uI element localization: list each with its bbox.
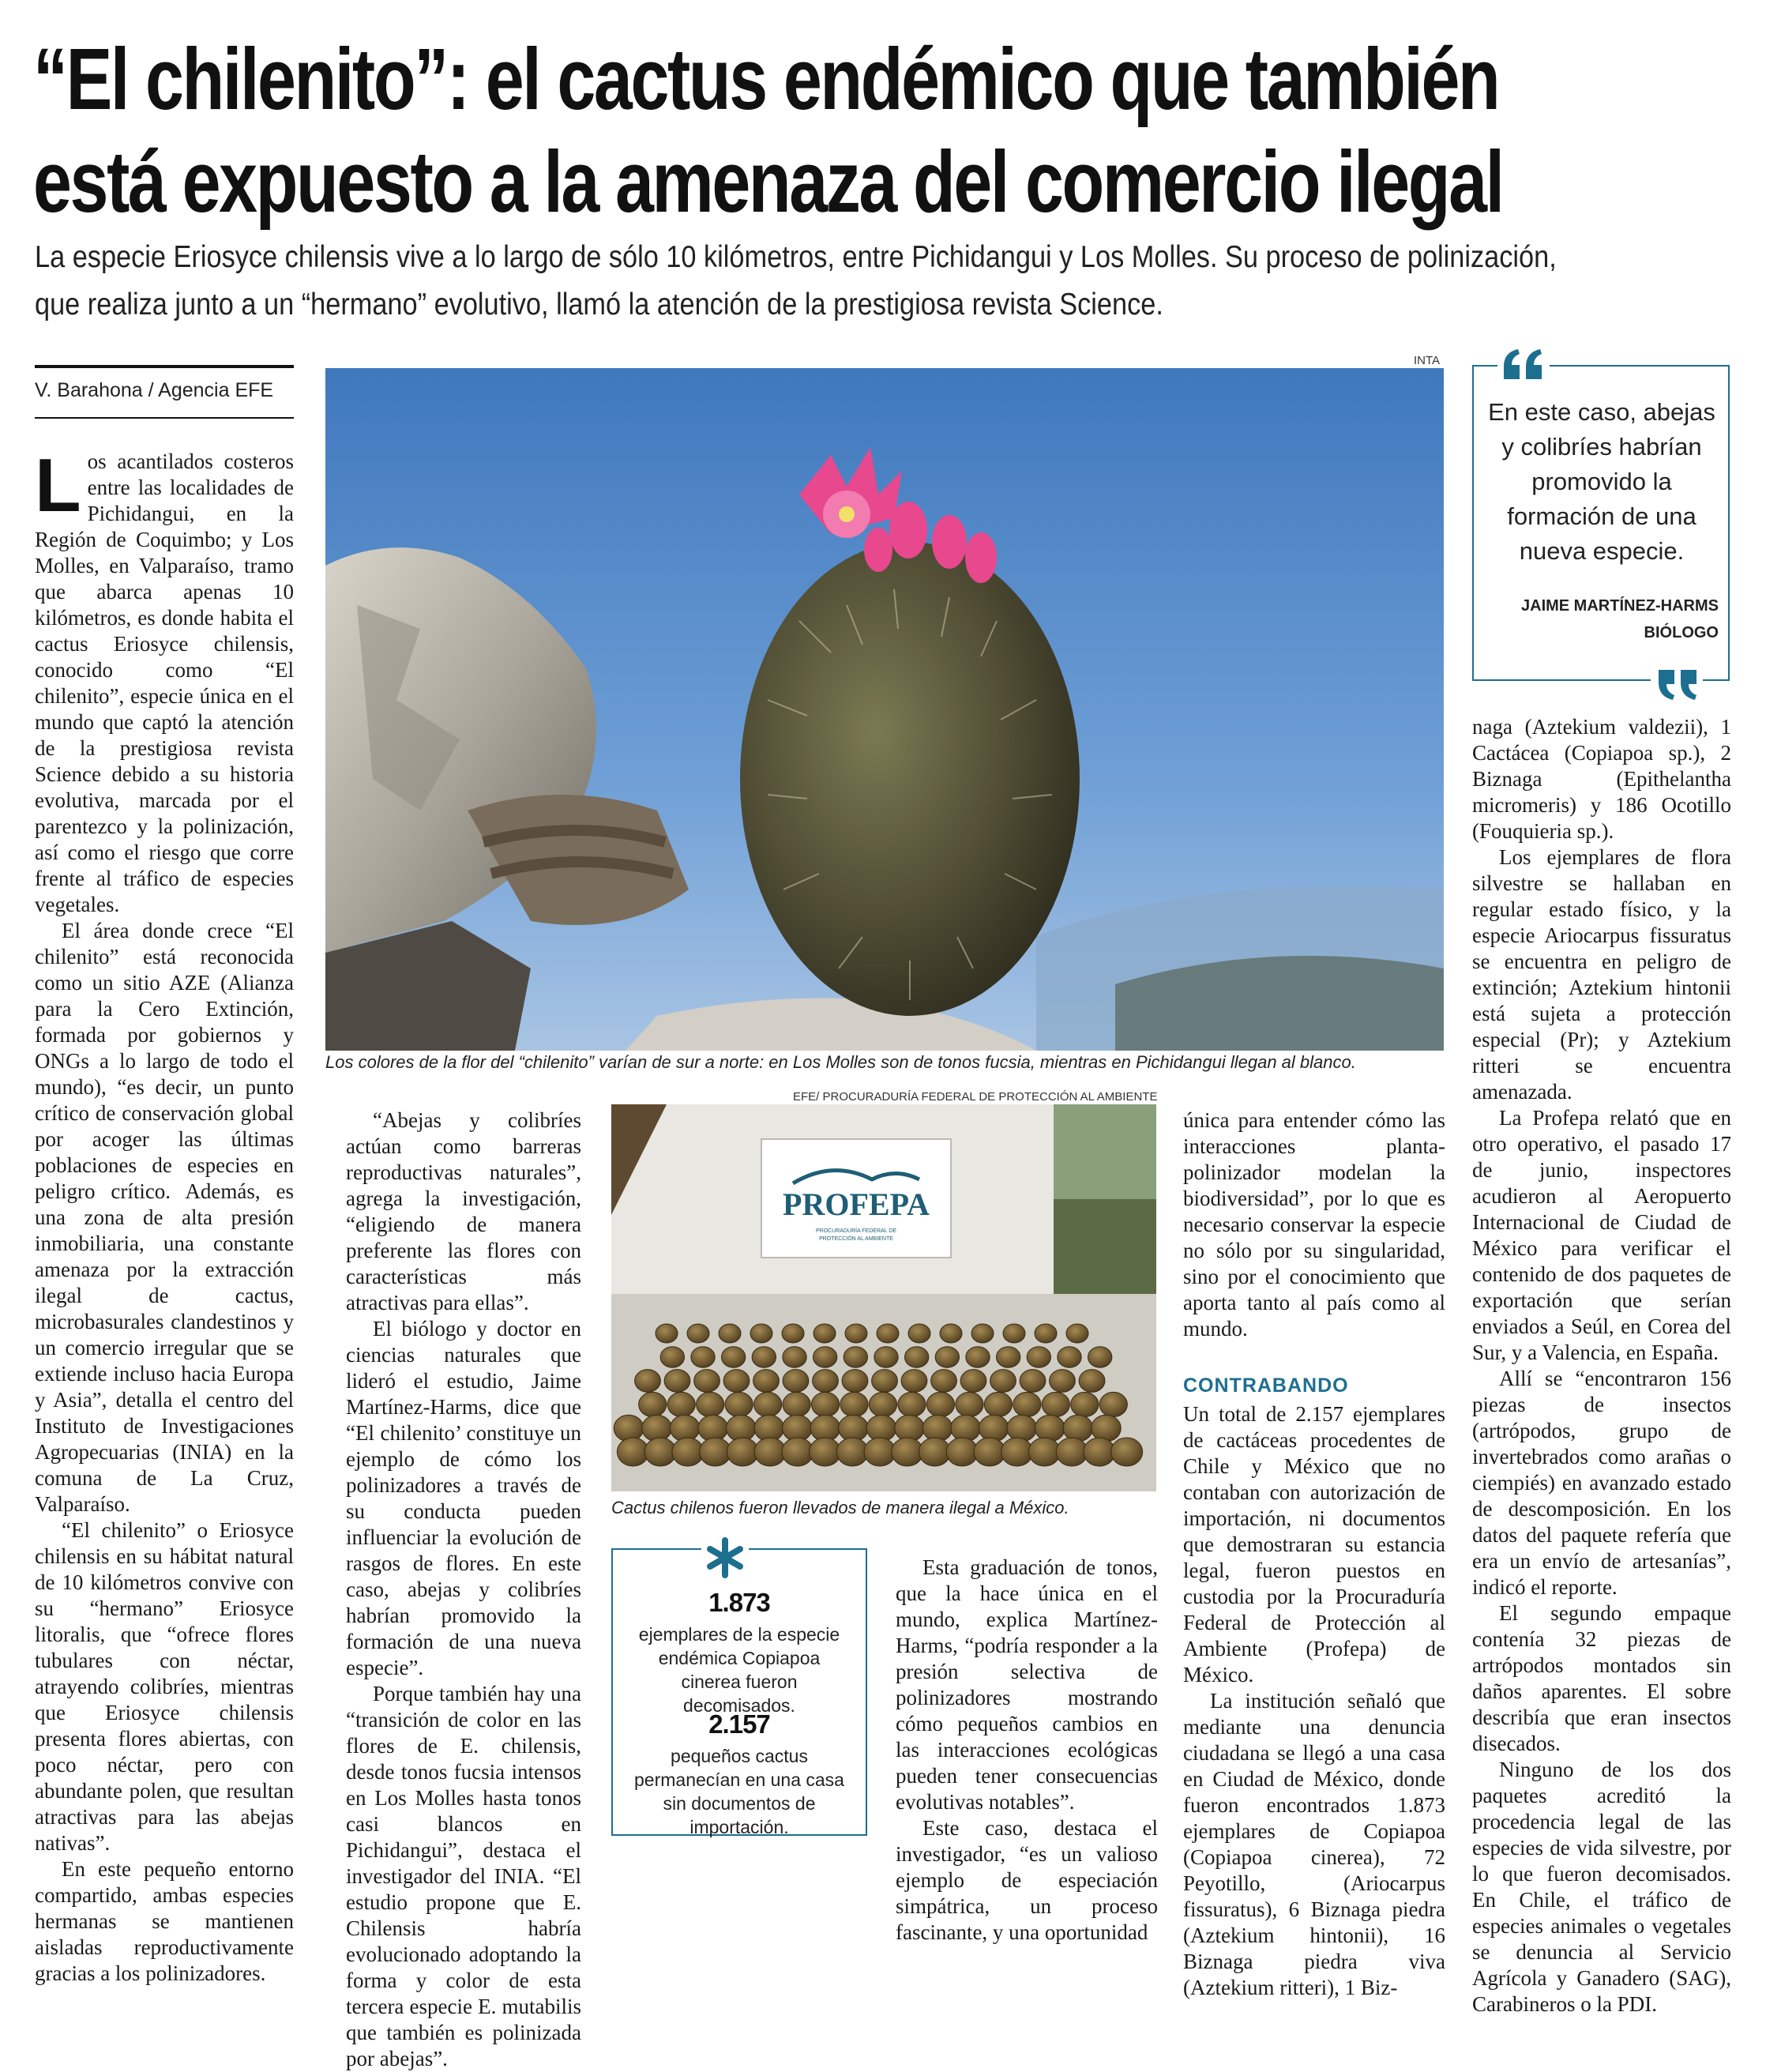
- cactus-specimen: [725, 1392, 753, 1416]
- cactus-specimen: [1088, 1347, 1111, 1367]
- cactus-specimen: [694, 1370, 720, 1393]
- deck-line-1: La especie Eriosyce chilensis vive a lo largo de sólo 10 kilómetros, entre Pichidangui y Los Molles. Su proceso de polinización,: [35, 240, 1557, 274]
- cactus-specimen: [898, 1392, 926, 1416]
- cactus-specimen: [1066, 1324, 1088, 1343]
- cactus-specimen: [1058, 1347, 1081, 1367]
- cactus-specimen: [966, 1347, 990, 1367]
- article-column-2: [346, 1107, 581, 2072]
- paragraph: Allí se “encontraron 156 piezas de insectos (artrópodos, grupo de invertebrados como arañas o ciempiés) en avanzado estado de descomposición. En los datos del paquete refería que era un envío de artesanías”, indicó el reporte.: [1472, 1367, 1731, 1599]
- cactus-specimen: [935, 1347, 959, 1367]
- cactus-specimen: [1035, 1415, 1065, 1442]
- byline-rule-top: [35, 365, 294, 368]
- fact-number-2: 2.157: [708, 1709, 770, 1739]
- cactus-specimen: [931, 1370, 957, 1393]
- cactus-specimen: [864, 1438, 896, 1466]
- cactus-specimen: [908, 1324, 930, 1343]
- cactus-specimen: [1056, 1438, 1088, 1466]
- paragraph: “Abejas y colibríes actúan como barreras reproductivas naturales”, agrega la investigación, “eligiendo de manera preferente las flores con características más atractivas para ellas”.: [346, 1108, 581, 1314]
- cactus-specimen: [1028, 1438, 1060, 1466]
- cactus-specimen: [877, 1324, 899, 1343]
- cactus-specimen: [836, 1438, 868, 1466]
- paragraph: El biólogo y doctor en ciencias naturales que lideró el estudio, Jaime Martínez-Harms, dice que “El chilenito’ constituye un ejemplo de cómo los polinizadores a través de su conducta pueden influenciar la evolución de rasgos de flores. En este caso, abejas y colibríes habrían promovido la formación de una nueva especie”.: [346, 1317, 581, 1679]
- article-column-1: [35, 443, 294, 1987]
- cactus-specimen: [1099, 1392, 1127, 1416]
- cactus-specimen: [723, 1370, 750, 1393]
- cactus-specimen: [670, 1415, 700, 1442]
- cactus-specimen: [956, 1392, 983, 1416]
- cactus-specimen: [990, 1370, 1016, 1393]
- cactus-specimen: [1042, 1392, 1069, 1416]
- cactus-specimen: [697, 1392, 724, 1416]
- paragraph-text: os acantilados costeros entre las localidades de Pichidangui, en la Región de Coquimbo; y Los Molles, en Valparaíso, tramo que abarca apenas 10 kilómetros, es donde habita el cactus Eriosyce chilensis, conocido como “El chilenito”, especie única en el mundo que captó la atención de la prestigiosa revista Science debido a su historia evolutiva, marcada por el parentezco y la polinización, así como el riesgo que corre frente al tráfico de especies vegetales.: [35, 449, 294, 916]
- headline-line-1: “El chilenito”: el cactus endémico que también: [33, 31, 1499, 128]
- quote-role: BIÓLOGO: [1644, 624, 1719, 641]
- cactus-specimen: [922, 1415, 953, 1442]
- cactus-specimen: [926, 1392, 954, 1416]
- cactus-specimen: [979, 1415, 1009, 1442]
- cactus-specimen: [1092, 1415, 1122, 1442]
- photo-credit: EFE/ PROCURADURÍA FEDERAL DE PROTECCIÓN AL AMBIENTE: [793, 1090, 1158, 1104]
- cactus-specimen: [872, 1370, 898, 1393]
- cactus-specimen: [639, 1392, 667, 1416]
- photo-credit: INTA: [1414, 354, 1441, 367]
- cactus-specimen: [1111, 1438, 1143, 1466]
- paragraph: La Profepa relató que en otro operativo, el pasado 17 de junio, inspectores acudieron al Aeropuerto Internacional de Ciudad de México para verificar el contenido de dos paquetes de exportación que serían enviados a Seúl, en Corea del Sur, y a Valencia, en España.: [1472, 1106, 1731, 1364]
- cactus-specimen: [1001, 1438, 1033, 1466]
- section-subhead: CONTRABANDO: [1183, 1374, 1349, 1397]
- cactus-specimen: [782, 1438, 813, 1466]
- cactus-specimen: [1079, 1370, 1105, 1393]
- cactus-specimen: [869, 1392, 896, 1416]
- cactus-specimen: [754, 1392, 782, 1416]
- cactus-specimen: [664, 1370, 690, 1393]
- cactus-specimen: [660, 1347, 684, 1367]
- cactus-specimen: [1050, 1370, 1076, 1393]
- cactus-specimen: [700, 1438, 731, 1466]
- cactus-specimen: [1063, 1415, 1093, 1442]
- cactus-specimen: [813, 1347, 836, 1367]
- cactus-specimen: [811, 1392, 839, 1416]
- cactus-specimen: [810, 1438, 841, 1466]
- fact-text-2: pequeños cactus permanecían en una casa sin documentos de importación.: [634, 1746, 844, 1837]
- cactus-specimen: [960, 1370, 986, 1393]
- cactus-specimen: [752, 1347, 776, 1367]
- cactus-specimen: [727, 1438, 758, 1466]
- cactus-specimen: [614, 1415, 644, 1442]
- cactus-illustration: [325, 368, 1444, 1051]
- cactus-specimen: [783, 1347, 806, 1367]
- photo-caption: Los colores de la flor del “chilenito” varían de sur a norte: en Los Molles son de tonos fucsia, mientras en Pichidangui llegan al blanco.: [325, 1052, 1356, 1072]
- byline-rule-bottom: [35, 417, 294, 419]
- asterisk-icon: [701, 1534, 749, 1581]
- cactus-specimen: [842, 1370, 868, 1393]
- paragraph: “El chilenito” o Eriosyce chilensis en su hábitat natural de 10 kilómetros convive con su “hermano” Eriosyce litoralis, que “ofrece flores tubulares con néctar, atrayendo colibríes, mientras que Eriosyce chilensis presenta flores abiertas, con poco néctar, pero con abundante polen, que resultan atractivas para las abejas nativas”.: [35, 1518, 294, 1855]
- photo-caption: Cactus chilenos fueron llevados de manera ilegal a México.: [611, 1498, 1069, 1517]
- headline: [33, 28, 1739, 234]
- paragraph: El área donde crece “El chilenito” está reconocida como un sitio AZE (Alianza para la Cero Extinción, formada por gobiernos y ONGs a lo largo de todo el mundo), “es decir, un punto crítico de conservación global por acoger las últimas poblaciones de especies en peligro crítico. Además, es una zona de alta presión inmobiliaria, una constante amenaza por la extracción ilegal de cactus, microbasurales clandestinos y un comercio irregular que se extiende incluso hacia Europa y Asia”, detalla el centro del Instituto de Investigaciones Agropecuarias (INIA) en la comuna de La Cruz, Valparaíso.: [35, 919, 294, 1516]
- paragraph: Los ejemplares de flora silvestre se hallaban en regular estado físico, y la especie Ariocarpus fissuratus se encuentra en peligro de extinción; Aztekium hintonii está sujeta a protección especial (Pr); y Aztekium ritteri se encuentra amenazada.: [1472, 845, 1731, 1104]
- cactus-specimen: [719, 1324, 741, 1343]
- cactus-specimen: [672, 1438, 704, 1466]
- article-column-4-continued: [1183, 1401, 1445, 2001]
- paragraph: Porque también hay una “transición de color en las flores de E. chilensis, desde tonos fucsia intensos en Los Molles hasta tonos casi blancos en Pichidangui”, destaca el investigador del INIA. “El estudio propone que E. Chilensis habría evolucionado adoptando la forma y color de esta tercera especie E. mutabilis que también es polinizada por abejas”.: [346, 1682, 581, 2070]
- paragraph: Esta graduación de tonos, que la hace única en el mundo, explica Martínez-Harms, “podría responder a la presión selectiva de polinizadores mostrando cómo pequeños cambios en las interacciones ecológicas pueden tener consecuencias evolutivas notables”.: [896, 1555, 1158, 1814]
- profepa-logo-text: PROFEPA: [783, 1186, 930, 1222]
- dropcap: L: [35, 443, 81, 528]
- paragraph: Ninguno de los dos paquetes acreditó la procedencia legal de las especies de vida silvestre, por lo que fueron decomisados. En Chile, el tráfico de especies animales o vegetales se denuncia al Servicio Agrícola y Ganadero (SAG), Carabineros o la PDI.: [1472, 1758, 1731, 2016]
- cactus-specimen: [1013, 1392, 1041, 1416]
- paragraph: [35, 443, 294, 918]
- cactus-specimen: [919, 1438, 950, 1466]
- headline-line-2: está expuesto a la amenaza del comercio ilegal: [33, 133, 1503, 231]
- pull-quote-attribution: [1485, 592, 1719, 646]
- cactus-specimen: [753, 1370, 780, 1393]
- byline: V. Barahona / Agencia EFE: [35, 379, 274, 401]
- paragraph: En este pequeño entorno compartido, ambas especies hermanas se mantienen aisladas reproductivamente gracias a los polinizadores.: [35, 1857, 294, 1985]
- cactus-specimen: [1027, 1347, 1050, 1367]
- cactus-specimen: [1007, 1415, 1037, 1442]
- cactus-specimen: [635, 1370, 661, 1393]
- cactus-specimen: [974, 1438, 1005, 1466]
- cactus-specimen: [951, 1415, 981, 1442]
- cactus-specimen: [845, 1324, 867, 1343]
- cactus-specimen: [783, 1370, 809, 1393]
- paragraph: La institución señaló que mediante una denuncia ciudadana se llegó a una casa en Ciudad de México, donde fueron encontrados 1.873 ejemplares de Copiapoa (Copiapoa cinerea), 72 Peyotillo, (Ariocarpus fissuratus), 6 Biznaga piedra (Aztekium hintonii), 16 Biznaga piedra viva (Aztekium ritteri), 1 Biz-: [1183, 1689, 1445, 1999]
- paragraph: Un total de 2.157 ejemplares de cactáceas procedentes de Chile y México que no contaban con autorización de importación, ni documentos que demostraran su estancia legal, fueron puestos en custodia por la Procuraduría Federal de Protección al Ambiente (Profepa) de México.: [1183, 1402, 1445, 1687]
- cactus-specimen: [782, 1324, 804, 1343]
- close-quote-icon: [1651, 668, 1703, 701]
- cactus-specimen: [656, 1324, 678, 1343]
- paragraph: El segundo empaque contenía 32 piezas de artrópodos montados sin daños aparentes. El sobre describía que eran insectos disecados.: [1472, 1601, 1731, 1755]
- cactus-specimen: [750, 1324, 772, 1343]
- paragraph: única para entender cómo las interacciones planta-polinizador modelan la biodiversidad”, por lo que es necesario conservar la especie no sólo por su singularidad, sino por el conocimiento que aporta tanto al país como al mundo.: [1183, 1108, 1445, 1341]
- cactus-specimen: [617, 1438, 648, 1466]
- cactus-specimen: [691, 1347, 715, 1367]
- cactus-specimen: [644, 1438, 676, 1466]
- fact-number-1: 1.873: [708, 1588, 770, 1617]
- cactus-specimen: [642, 1415, 672, 1442]
- cactus-specimen: [940, 1324, 962, 1343]
- confiscated-cactus-illustration: [611, 1104, 1156, 1491]
- cactus-specimen: [687, 1324, 709, 1343]
- paragraph: naga (Aztekium valdezii), 1 Cactácea (Copiapoa sp.), 2 Biznaga (Epithelantha micromeris) y 186 Ocotillo (Fouquieria sp.).: [1472, 715, 1731, 843]
- quote-author: JAIME MARTÍNEZ-HARMS: [1521, 597, 1719, 615]
- cactus-specimen: [840, 1392, 868, 1416]
- cactus-specimen: [946, 1438, 978, 1466]
- cactus-specimen: [1084, 1438, 1115, 1466]
- paragraph: Este caso, destaca el investigador, “es un valioso ejemplo de especiación simpátrica, un proceso fascinante, y una oportunidad: [896, 1816, 1158, 1944]
- article-column-4: [1183, 1107, 1445, 1342]
- cactus-specimen: [971, 1324, 994, 1343]
- cactus-specimen: [813, 1324, 836, 1343]
- fact-text-1: ejemplares de la especie endémica Copiapoa cinerea fueron decomisados.: [638, 1624, 840, 1716]
- cactus-specimen: [1003, 1324, 1025, 1343]
- cactus-specimen: [783, 1392, 810, 1416]
- cactus-specimen: [1071, 1392, 1099, 1416]
- cactus-specimen: [996, 1347, 1020, 1367]
- deck-subtitle: [35, 234, 1749, 329]
- cactus-photo: [325, 368, 1444, 1051]
- cactus-specimen: [813, 1370, 839, 1393]
- cactus-specimen: [874, 1347, 898, 1367]
- pull-quote-text: En este caso, abejas y colibríes habrían promovido la formación de una nueva especie.: [1488, 398, 1715, 565]
- open-quote-icon: [1497, 348, 1550, 381]
- cactus-specimen: [901, 1370, 927, 1393]
- cactus-specimen: [844, 1347, 867, 1367]
- cactus-specimen: [754, 1438, 786, 1466]
- profepa-logo-subtitle-1: PROCURADURÍA FEDERAL DE: [815, 1228, 897, 1234]
- article-column-5: [1472, 714, 1731, 2017]
- deck-line-2: que realiza junto a un “hermano” evolutivo, llamó la atención de la prestigiosa revista Science.: [35, 288, 1163, 322]
- cactus-specimen: [1020, 1370, 1046, 1393]
- cactus-specimen: [984, 1392, 1012, 1416]
- cactus-specimen: [892, 1438, 923, 1466]
- cactus-specimen: [904, 1347, 928, 1367]
- cactus-specimen: [667, 1392, 695, 1416]
- article-column-3: [896, 1555, 1158, 1946]
- confiscated-cactus-photo: [611, 1104, 1156, 1491]
- cactus-specimen: [1035, 1324, 1057, 1343]
- profepa-logo-subtitle-2: PROTECCIÓN AL AMBIENTE: [819, 1236, 893, 1242]
- cactus-specimen: [721, 1347, 745, 1367]
